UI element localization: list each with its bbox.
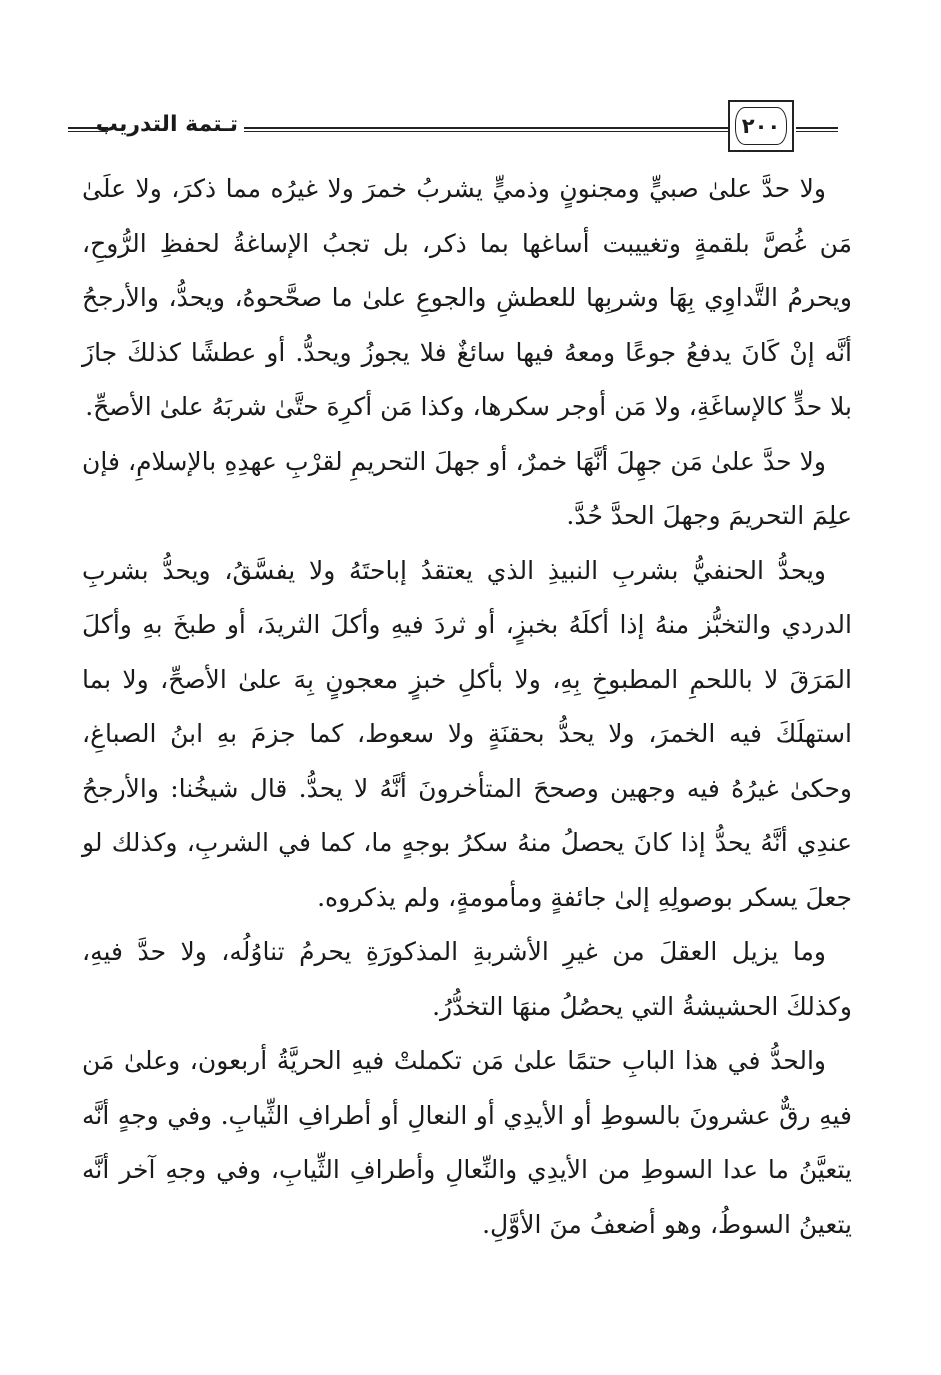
paragraph: ويحدُّ الحنفيُّ بشربِ النبيذِ الذي يعتقدُ إباحتَهُ ولا يفسَّقُ، ويحدُّ بشربِ الدردي والتخبُّز منهُ إذا أكلَهُ بخبزٍ، أو ثردَ فيهِ وأكلَ الثريدَ، أو طبخَ بهِ وأكلَ المَرَقَ لا باللحمِ المطبوخِ بِهِ، ولا بأكلِ خبزٍ معجونٍ بِهَ علىٰ الأصحِّ، ولا بما استهلَكَ فيه الخمرَ، ولا يحدُّ بحقنَةٍ ولا سعوط، كما جزمَ بهِ ابنُ الصباغِ، وحكىٰ غيرُهُ فيه وجهين وصححَ المتأخرونَ أنَّهُ لا يحدُّ. قال شيخُنا: والأرجحُ عندِي أنَّهُ يحدُّ إذا كانَ يحصلُ منهُ سكرُ بوجهٍ ما، كما في الشربِ، وكذلك لو جعلَ يسكر بوصولِهِ إلىٰ جائفةٍ ومأمومةٍ، ولم يذكروه. bbox=[82, 555, 852, 912]
page-number: ٢٠٠ bbox=[735, 107, 787, 145]
header-rule-middle bbox=[244, 127, 728, 132]
book-title: تـتمة التدريب bbox=[95, 112, 238, 137]
header-rule-right bbox=[796, 127, 838, 132]
paragraph: ولا حدَّ علىٰ صبيٍّ ومجنونٍ وذميٍّ يشربُ خمرَ ولا غيرُه مما ذكرَ، ولا علَىٰ مَن غُصَّ بلقمةٍ وتغييبت أساغها بما ذكر، بل تجبُ الإساغةُ لحفظِ الرُّوحِ، ويحرمُ التَّداوِي بِهَا وشربِها للعطشِ والجوعِ علىٰ ما صحَّحوهُ، ويحدُّ، والأرجحُ أنَّه إنْ كَانَ يدفعُ جوعًا ومعهُ فيها سائغٌ فلا يجوزُ ويحدُّ. أو عطشًا كذلكَ جازَ بلا حدٍّ كالإساغَةِ، ولا مَن أوجر سكرها، وكذا مَن أكرِهَ حتَّىٰ شربَهُ علىٰ الأصحِّ. bbox=[82, 174, 852, 421]
page-body bbox=[82, 162, 852, 1252]
page-number-frame bbox=[728, 100, 794, 152]
paragraph: والحدُّ في هذا البابِ حتمًا علىٰ مَن تكملتْ فيهِ الحريَّةُ أربعون، وعلىٰ مَن فيهِ رقٌّ عشرونَ بالسوطِ أو الأيدِي أو النعالِ أو أطرافِ الثِّيابِ. وفي وجهٍ أنَّه يتعيَّنُ ما عدا السوطِ من الأيدِي والنِّعالِ وأطرافِ الثِّيابِ، وفي وجهِ آخر أنَّه يتعينُ السوطُ، وهو أضعفُ منَ الأوَّلِ. bbox=[82, 1046, 852, 1239]
running-header bbox=[68, 98, 838, 160]
paragraph: وما يزيل العقلَ من غيرِ الأشربةِ المذكورَةِ يحرمُ تناوُلُه، ولا حدَّ فيهِ، وكذلكَ الحشيشةُ التي يحصُلُ منهَا التخدُّرُ. bbox=[82, 937, 852, 1021]
paragraph: ولا حدَّ علىٰ مَن جهِلَ أنَّهَا خمرٌ، أو جهلَ التحريمِ لقرْبِ عهدِهِ بالإسلامِ، فإن علِمَ التحريمَ وجهلَ الحدَّ حُدَّ. bbox=[82, 446, 852, 530]
